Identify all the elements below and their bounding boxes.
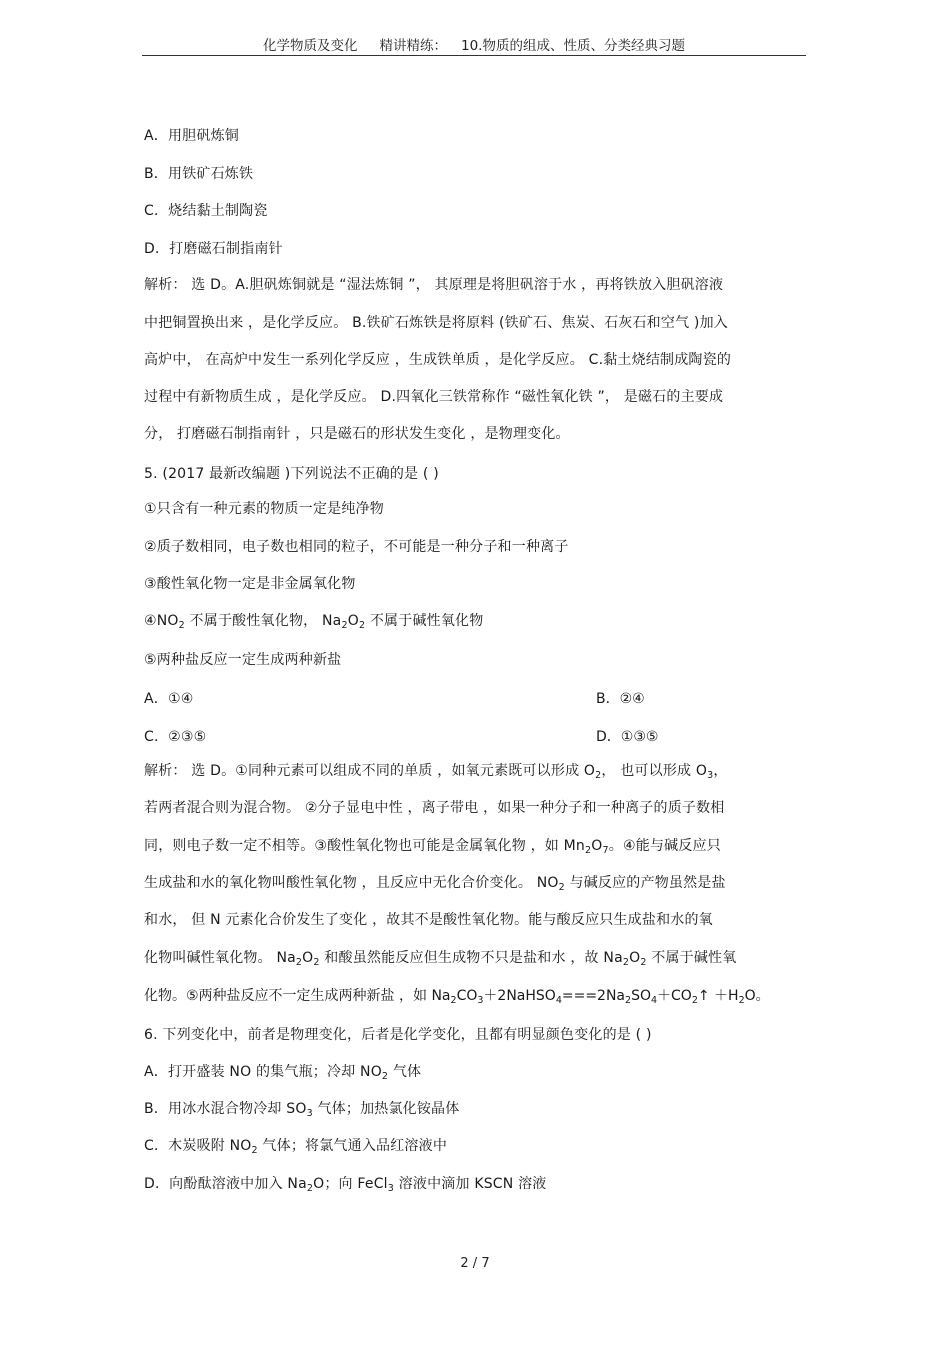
q4-option-a: A．用胆矾炼铜 <box>144 128 239 144</box>
q4-option-b: B．用铁矿石炼铁 <box>144 166 254 182</box>
q5-analysis-line: 化物叫碱性氧化物。 $Na_2O_2$ 和酸虽然能反应但生成物不只是盐和水 ，故 $Na_2O_2$ 不属于碱性氧 <box>144 950 737 968</box>
q6-option-b: B．用冰水混合物冷却 $SO_3$ 气体；加热氯化铵晶体 <box>144 1101 460 1119</box>
q5-statement-4: $④NO_2$ 不属于酸性氧化物， $Na_2O_2$ 不属于碱性氧化物 <box>144 613 484 631</box>
q5-analysis-line: 同，则电子数一定不相等。③酸性氧化物也可能是金属氧化物 ，如 $Mn_2O_7$。④能与碱反应只 <box>144 838 721 856</box>
q5-option-a: A．①④ <box>144 691 194 707</box>
q6-stem: 6. 下列变化中，前者是物理变化，后者是化学变化，且都有明显颜色变化的是 ( ) <box>144 1027 652 1043</box>
q5-analysis-line: 和水， 但 N 元素化合价发生了变化 ，故其不是酸性氧化物。能与酸反应只生成盐和水的氧 <box>144 912 713 928</box>
header-topic: 10.物质的组成、性质、分类经典习题 <box>461 38 685 54</box>
page-number: 2 / 7 <box>460 1256 490 1271</box>
q6-option-a: A．打开盛装 NO 的集气瓶；冷却 $NO_2$ 气体 <box>144 1064 422 1082</box>
q4-analysis-line: 过程中有新物质生成 ，是化学反应。 D.四氧化三铁常称作 “磁性氧化铁 ”， 是磁石的主要成 <box>144 389 724 405</box>
q4-analysis-line: 中把铜置换出来 ，是化学反应。 B.铁矿石炼铁是将原料 (铁矿石、焦炭、石灰石和空气 )加入 <box>144 315 728 331</box>
q5-option-d: D．①③⑤ <box>596 729 659 745</box>
q5-statement-5: ⑤两种盐反应一定生成两种新盐 <box>144 652 342 668</box>
q5-statement-1: ①只含有一种元素的物质一定是纯净物 <box>144 501 384 517</box>
header-section: 精讲精练： <box>379 38 447 54</box>
q4-analysis-line: 解析： 选 D。A.胆矾炼铜就是 “湿法炼铜 ”， 其原理是将胆矾溶于水 ，再将铁放入胆矾溶液 <box>144 277 724 293</box>
q5-statement-3: ③酸性氧化物一定是非金属氧化物 <box>144 576 356 592</box>
q5-stem: 5. (2017 最新改编题 )下列说法不正确的是 ( ) <box>144 466 439 482</box>
q4-analysis-line: 高炉中， 在高炉中发生一系列化学反应 ，生成铁单质 ，是化学反应。 C.黏土烧结制成陶瓷的 <box>144 352 732 368</box>
q6-option-d: D．向酚酞溶液中加入 $Na_2O$；向 FeCl$_3$ 溶液中滴加 KSCN 溶液 <box>144 1176 547 1194</box>
q4-analysis-line: 分， 打磨磁石制指南针 ，只是磁石的形状发生变化 ，是物理变化。 <box>144 426 570 442</box>
header-divider <box>142 55 806 56</box>
q5-analysis-line: 化物。⑤两种盐反应不一定生成两种新盐 ，如 $Na_2CO_3+2NaHSO_4===2Na_2SO_4+CO_2↑ +H_2O$。 <box>144 988 770 1006</box>
q6-option-c: C．木炭吸附 $NO_2$ 气体；将氯气通入品红溶液中 <box>144 1138 448 1156</box>
q4-option-d: D．打磨磁石制指南针 <box>144 241 283 257</box>
q5-option-c: C．②③⑤ <box>144 729 207 745</box>
q5-analysis-line: 生成盐和水的氧化物叫酸性氧化物 ，且反应中无化合价变化。 $NO_2$ 与碱反应的产物虽然是盐 <box>144 875 726 893</box>
page-header <box>142 34 806 54</box>
q5-option-b: B．②④ <box>596 691 645 707</box>
q5-analysis-line: 若两者混合则为混合物。 ②分子显电中性 ，离子带电 ，如果一种分子和一种离子的质子数相 <box>144 800 725 816</box>
q5-analysis-line: 解析： 选 D。①同种元素可以组成不同的单质 ，如氧元素既可以形成 $O_2$， 也可以形成 $O_3$， <box>144 763 728 781</box>
q5-statement-2: ②质子数相同，电子数也相同的粒子，不可能是一种分子和一种离子 <box>144 539 569 555</box>
q4-option-c: C．烧结黏土制陶瓷 <box>144 203 268 219</box>
header-subject: 化学物质及变化 <box>263 38 358 54</box>
